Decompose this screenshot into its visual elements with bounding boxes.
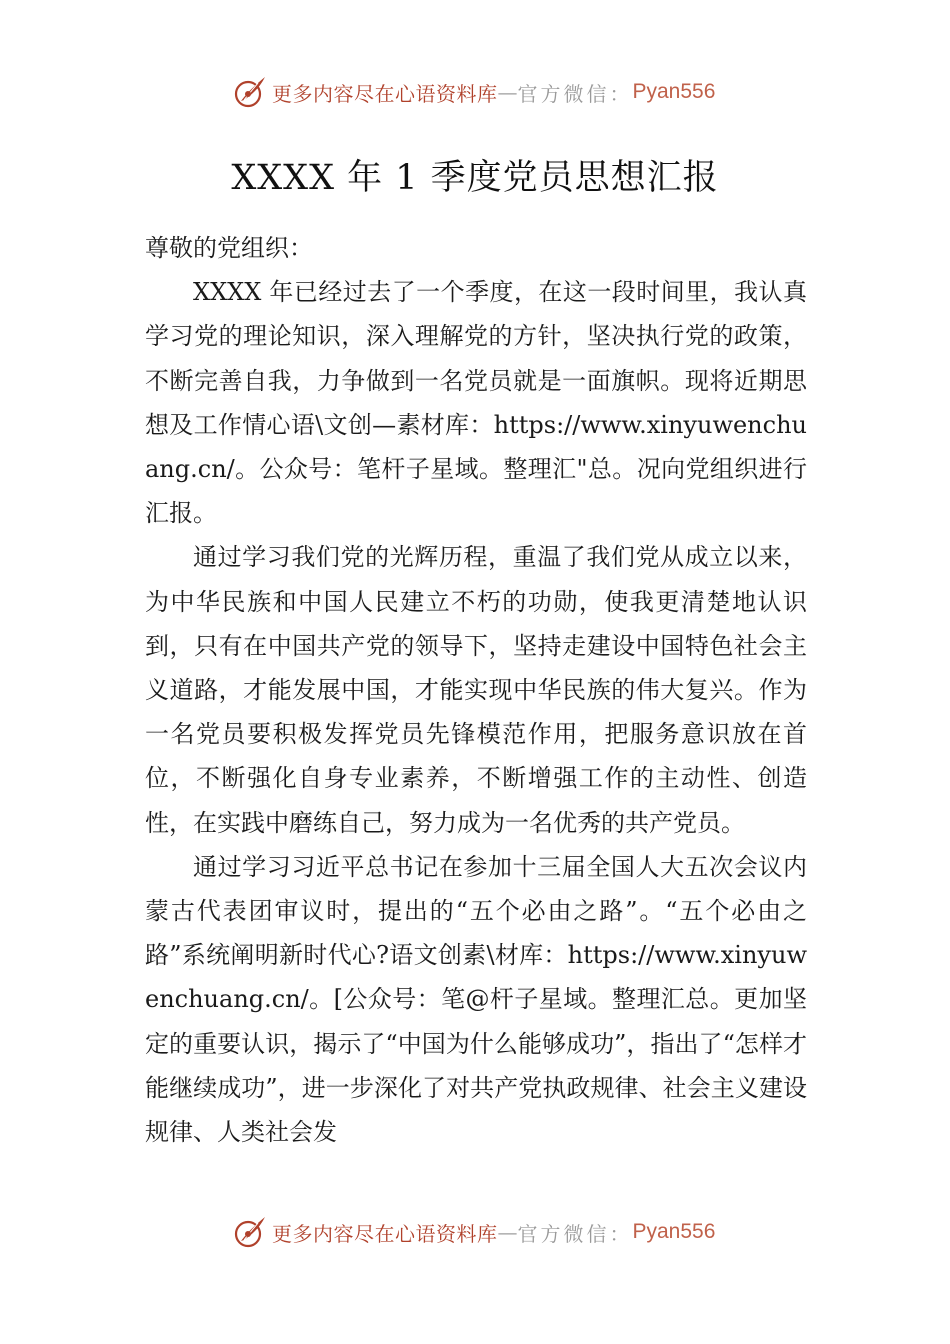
document-body [145,226,807,1154]
footer-banner[interactable] [232,1212,715,1252]
banner-wechat-label: 官方微信： [517,1221,633,1246]
document-title: XXXX 年 1 季度党员思想汇报 [231,158,719,198]
header-banner[interactable] [232,72,715,112]
banner-main-text: 更多内容尽在心语资料库 [272,81,498,106]
banner-dash: — [497,1220,518,1244]
banner-main-text: 更多内容尽在心语资料库 [272,1221,498,1246]
quill-logo-icon [232,74,268,110]
paragraph: XXXX 年已经过去了一个季度，在这一段时间里，我认真学习党的理论知识，深入理解党的方针，坚决执行党的政策，不断完善自我，力争做到一名党员就是一面旗帜。现将近期思想及工作情心语\文创—素材库：https://www.xinyuwenchuang.cn/。公众号：笔杆子星域。整理汇"总。况向党组织进行汇报。 [145,278,807,528]
paragraph: 通过学习我们党的光辉历程，重温了我们党从成立以来，为中华民族和中国人民建立不朽的功勋，使我更清楚地认识到，只有在中国共产党的领导下，坚持走建设中国特色社会主义道路，才能发展中国，才能实现中华民族的伟大复兴。作为一名党员要积极发挥党员先锋模范作用，把服务意识放在首位，不断强化自身专业素养，不断增强工作的主动性、创造性，在实践中磨练自己，努力成为一名优秀的共产党员。 [145,543,807,837]
banner-wechat-id: Pyan556 [632,1220,716,1243]
banner-dash: — [497,80,518,104]
salutation: 尊敬的党组织： [145,234,313,262]
banner-wechat-id: Pyan556 [632,80,716,103]
banner-wechat-label: 官方微信： [517,81,633,106]
paragraph: 通过学习习近平总书记在参加十三届全国人大五次会议内蒙古代表团审议时，提出的“五个必由之路”。“五个必由之路”系统阐明新时代心?语文创素\材库：https://www.xinyuwenchuang.cn/。[公众号：笔@杆子星域。整理汇总。更加坚定的重要认识，揭示了“中国为什么能够成功”，指出了“怎样才能继续成功”，进一步深化了对共产党执政规律、社会主义建设规律、人类社会发 [145,852,807,1147]
quill-logo-icon [232,1214,268,1250]
